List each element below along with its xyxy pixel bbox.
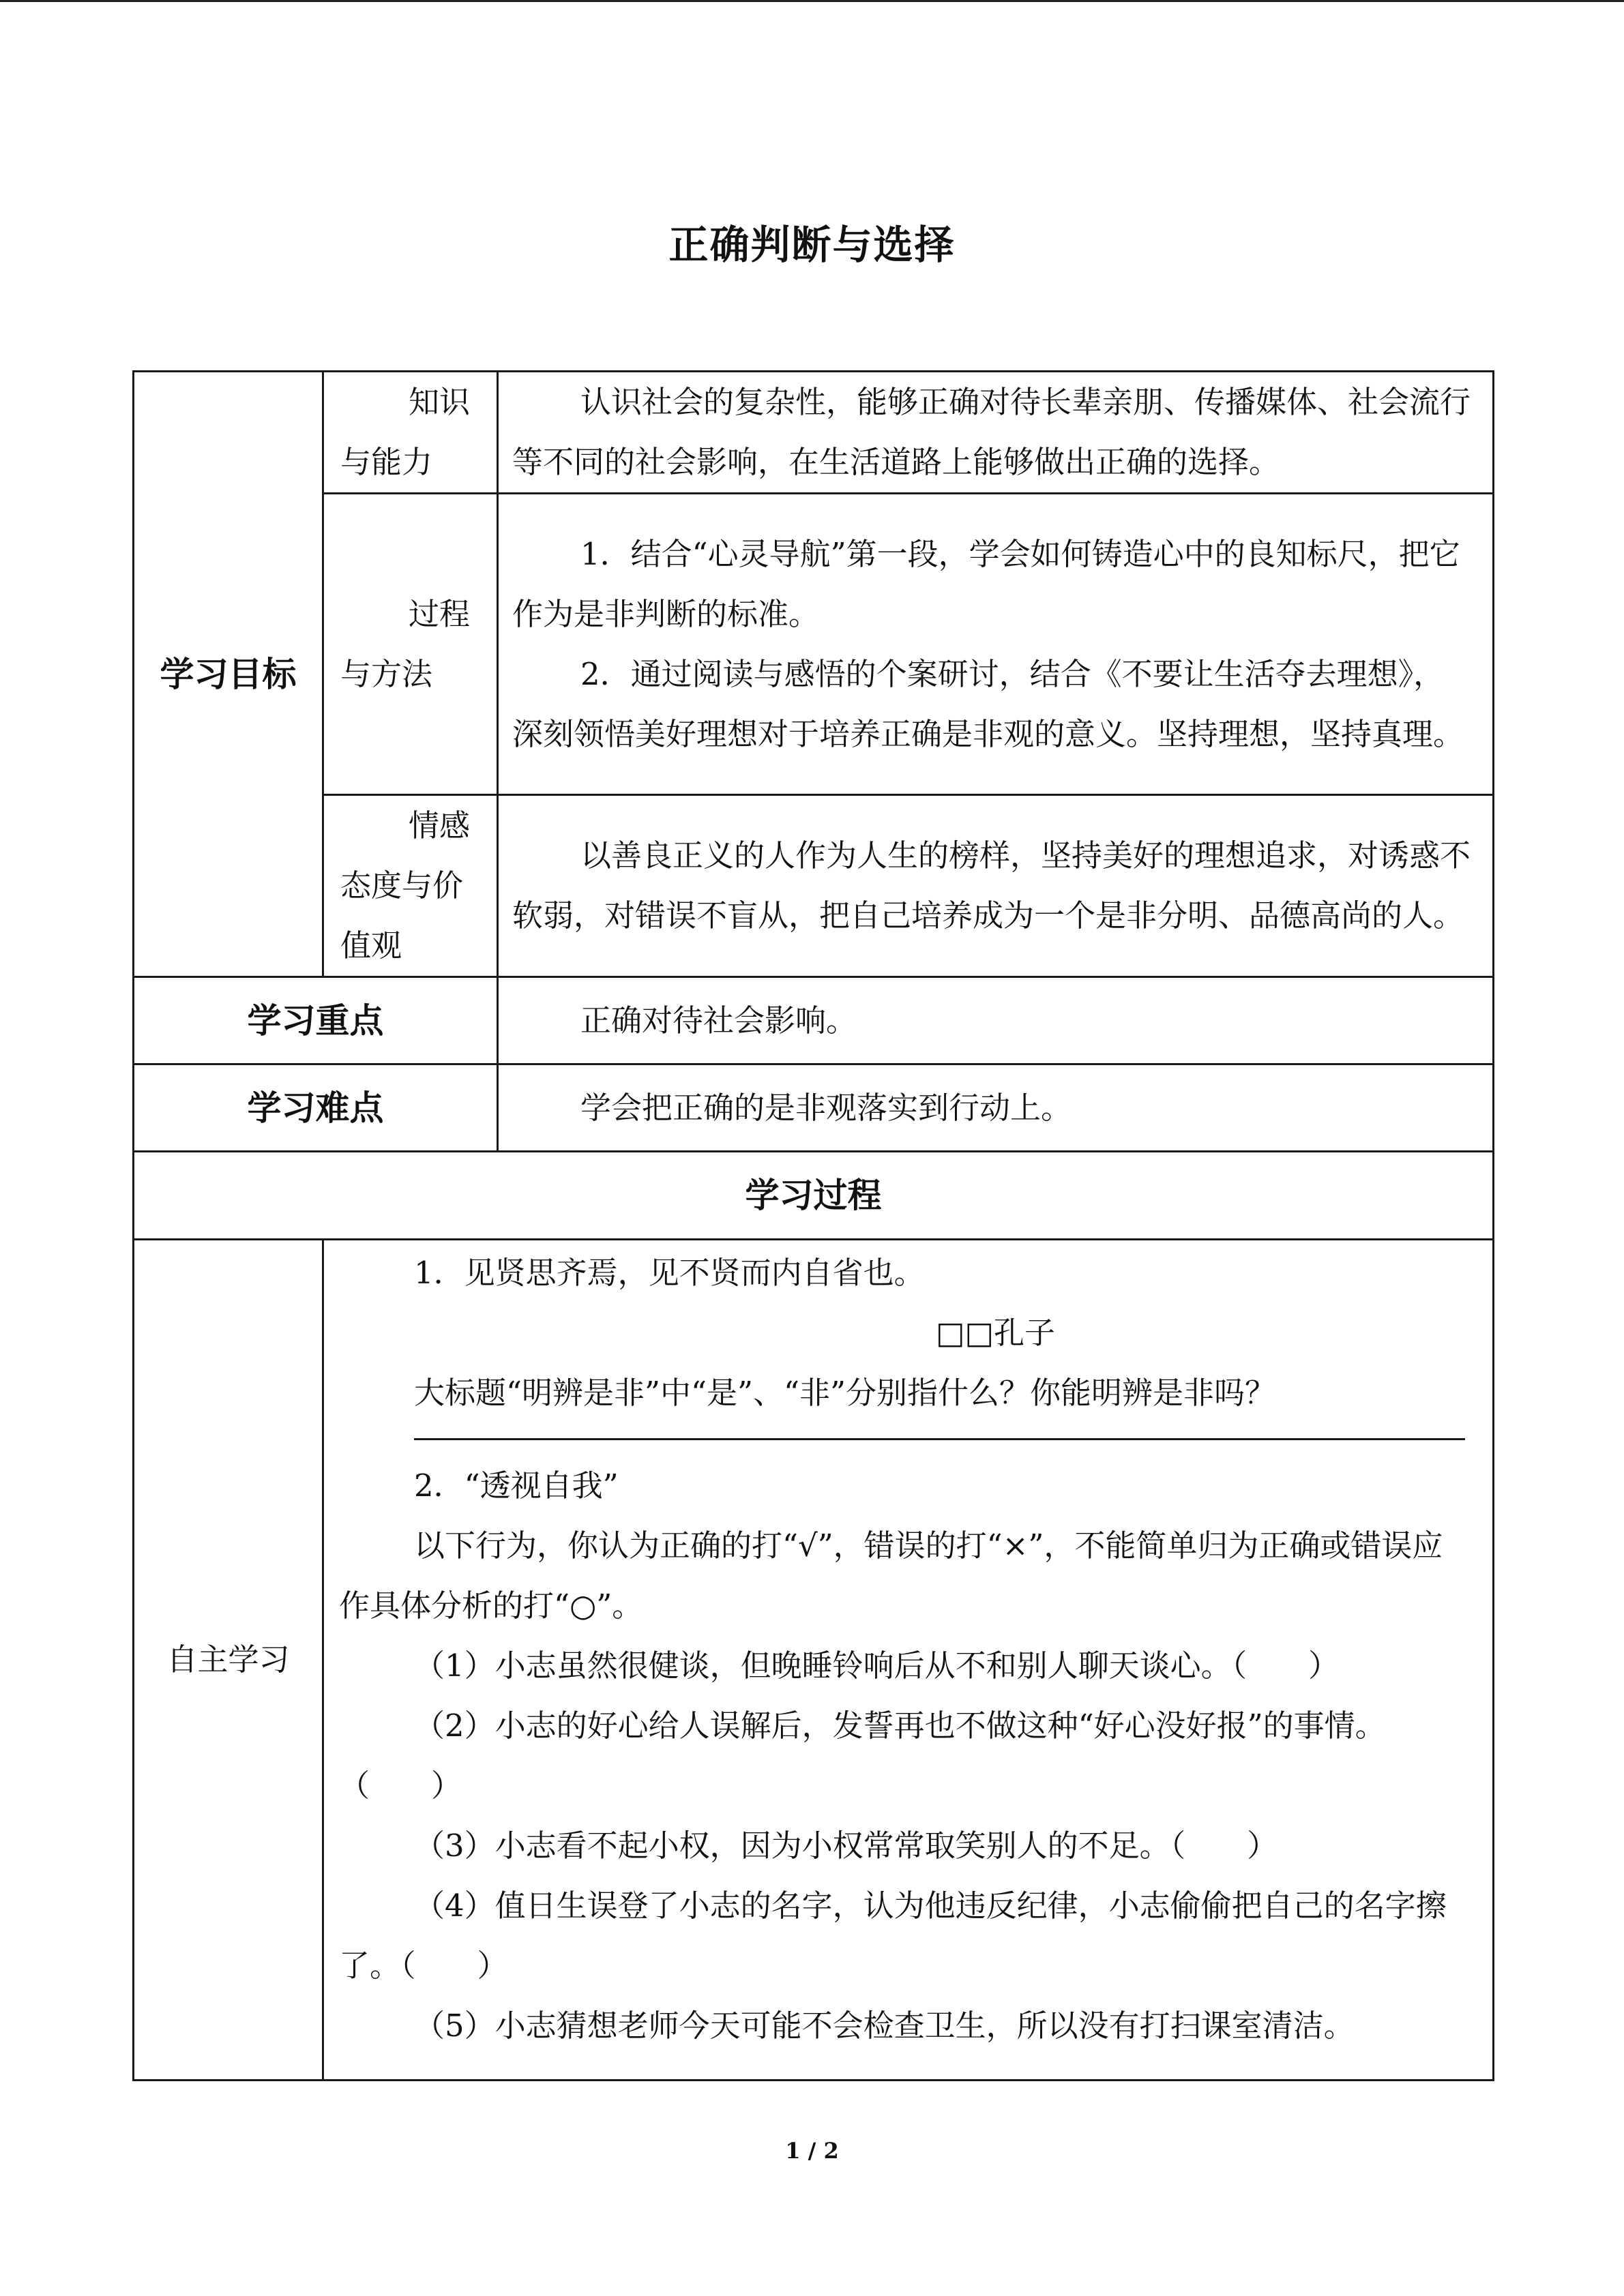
key-point-content [498,977,1494,1064]
objective-paragraph: 认识社会的复杂性，能够正确对待长辈亲朋、传播媒体、社会流行等不同的社会影响，在生活道路上能够做出正确的选择。 [512,384,1471,480]
objective-content-process [498,494,1494,795]
objectives-label: 学习目标 [134,372,323,977]
process-header-row [134,1152,1494,1240]
objective-subcategory-process [323,494,498,795]
question-1: 1．见贤思齐焉，见不贤而内自省也。 [414,1255,925,1291]
key-point-row [134,977,1494,1064]
subcategory-line: 值观 [340,927,402,964]
question-1-prompt: 大标题“明辨是非”中“是”、“非”分别指什么？你能明辨是非吗？ [414,1375,1276,1411]
subcategory-line: 与方法 [340,655,433,692]
objective-paragraph: 2．通过阅读与感悟的个案研讨，结合《不要让生活夺去理想》，深刻领悟美好理想对于培养正确是非观的意义。坚持理想，坚持真理。 [512,655,1464,752]
difficulty-content [498,1064,1494,1152]
objective-row-emotion [134,795,1494,977]
page-title: 正确判断与选择 [668,222,956,268]
judgement-item: （2）小志的好心给人误解后，发誓再也不做这种“好心没好报”的事情。（ ） [339,1708,1386,1804]
question-2-intro: 以下行为，你认为正确的打“√”，错误的打“×”，不能简单归为正确或错误应作具体分析的打“○”。 [339,1527,1443,1624]
difficulty-text: 学会把正确的是非观落实到行动上。 [580,1089,1072,1126]
subcategory-line: 与能力 [340,444,433,480]
subcategory-line: 情感 [409,807,471,844]
page-number: 1 / 2 [785,2138,839,2164]
subcategory-line: 态度与价 [340,867,464,904]
objective-paragraph: 以善良正义的人作为人生的榜样，坚持美好的理想追求，对诱惑不软弱，对错误不盲从，把自己培养成为一个是非分明、品德高尚的人。 [512,837,1471,934]
objective-content-emotion [498,795,1494,977]
lesson-plan-table [132,370,1494,2081]
key-point-text: 正确对待社会影响。 [580,1002,857,1039]
judgement-item: （4）值日生误登了小志的名字，认为他违反纪律，小志偷偷把自己的名字擦了。（ ） [339,1888,1447,1984]
judgement-item: （1）小志虽然很健谈，但晚睡铃响后从不和别人聊天谈心。（ ） [414,1648,1340,1684]
key-point-label: 学习重点 [134,977,498,1064]
objective-subcategory-emotion [323,795,498,977]
objective-subcategory-knowledge [323,372,498,494]
self-study-label: 自主学习 [134,1240,323,2081]
judgement-item: （3）小志看不起小权，因为小权常常取笑别人的不足。（ ） [414,1828,1278,1864]
answer-line[interactable] [414,1438,1465,1441]
question-2-title: 2．“透视自我” [414,1467,619,1504]
self-study-content [323,1240,1494,2081]
question-1-attribution: □□孔子 [936,1315,1056,1351]
self-study-row [134,1240,1494,2081]
top-border-line [0,0,1624,2]
objective-row-process [134,494,1494,795]
objective-row-knowledge [134,372,1494,494]
subcategory-line: 过程 [409,595,471,632]
objective-paragraph: 1．结合“心灵导航”第一段，学会如何铸造心中的良知标尺，把它作为是非判断的标准。 [512,535,1460,632]
difficulty-label: 学习难点 [134,1064,498,1152]
difficulty-row [134,1064,1494,1152]
objective-content-knowledge [498,372,1494,494]
judgement-item: （5）小志猜想老师今天可能不会检查卫生，所以没有打扫课室清洁。 [414,2008,1355,2044]
process-header: 学习过程 [134,1152,1494,1240]
subcategory-line: 知识 [409,384,471,420]
